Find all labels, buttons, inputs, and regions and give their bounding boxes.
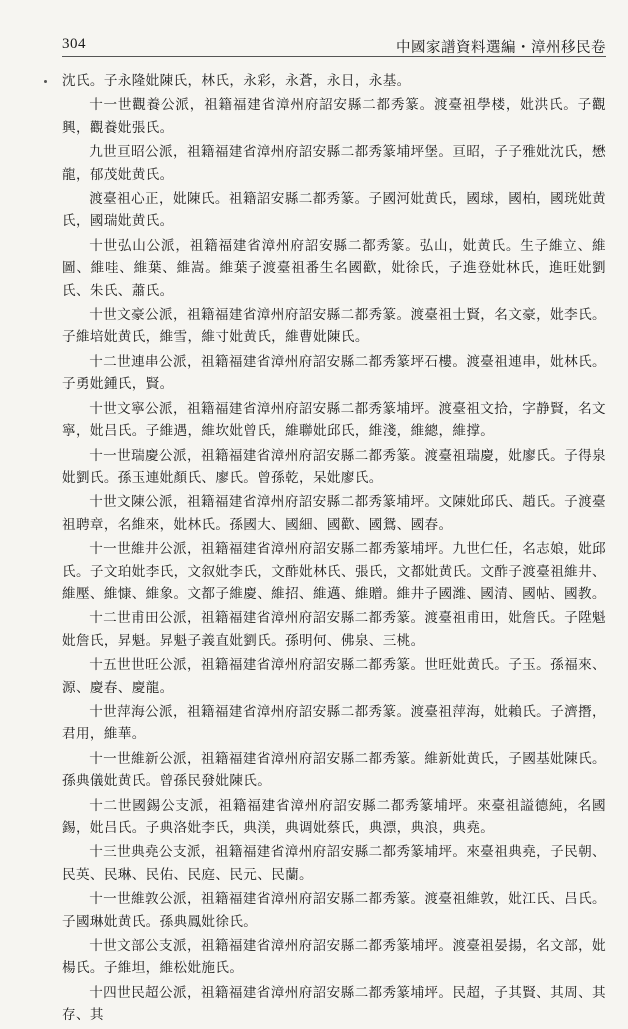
paragraph: 十世文寧公派，祖籍福建省漳州府詔安縣二都秀篆埔坪。渡臺祖文拾，字静賢，名文寧，妣吕氏。子維遇，維坎妣曾氏，維聯妣邱氏，維淺，維總，維撑。 [62, 400, 606, 440]
paragraph: 沈氏。子永隆妣陳氏，林氏，永彩，永蒼，永日，永基。 [62, 73, 411, 89]
paragraph: 十世文豪公派，祖籍福建省漳州府詔安縣二都秀篆。渡臺祖士賢，名文豪，妣李氏。子維培妣黄氏，維雪，維寸妣黄氏，維曹妣陳氏。 [62, 307, 606, 346]
paragraph: 十一世維敦公派，祖籍福建省漳州府詔安縣二都秀篆。渡臺祖維敦，妣江氏、吕氏。子國琳妣黄氏。孫典鳳妣徐氏。 [62, 891, 606, 930]
page-header [62, 34, 606, 57]
paragraph: 渡臺祖心正，妣陳氏。祖籍詔安縣二都秀篆。子國河妣黄氏，國球，國柏，國珖妣黄氏，國瑞妣黄氏。 [62, 191, 606, 230]
paragraph: 十一世瑞慶公派，祖籍福建省漳州府詔安縣二都秀篆。渡臺祖瑞慶，妣廖氏。子得泉妣劉氏。孫玉連妣顏氏、廖氏。曾孫乾，呆妣廖氏。 [62, 447, 606, 486]
paragraph: 十三世典堯公支派，祖籍福建省漳州府詔安縣二都秀篆埔坪。來臺祖典堯，子民朝、民英、民琳、民佑、民庭、民元、民蘭。 [62, 844, 606, 883]
body-text [62, 70, 606, 1029]
paragraph: 十世弘山公派，祖籍福建省漳州府詔安縣二都秀篆。弘山，妣黄氏。生子維立、維圖、維哇、維葉、維嵩。維葉子渡臺祖番生名國歡，妣徐氏，子進登妣林氏，進旺妣劉氏、朱氏、蕭氏。 [62, 237, 606, 299]
paragraph: 十世萍海公派，祖籍福建省漳州府詔安縣二都秀篆。渡臺祖萍海，妣賴氏。子濟撍，君用，維華。 [62, 703, 606, 743]
paragraph: 十五世世旺公派，祖籍福建省漳州府詔安縣二都秀篆。世旺妣黄氏。子玉。孫福來、源、慶春、慶龍。 [62, 657, 606, 696]
paragraph: 十世文部公支派，祖籍福建省漳州府詔安縣二都秀篆埔坪。渡臺祖晏揚，名文部，妣楊氏。子維坦，維松妣施氏。 [62, 938, 606, 977]
paragraph: 十二世甫田公派，祖籍福建省漳州府詔安縣二都秀篆。渡臺祖甫田，妣詹氏。子陞魁妣詹氏，昇魁。昇魁子義直妣劉氏。孫明何、佛泉、三桃。 [62, 610, 606, 649]
paragraph: 十四世民超公派，祖籍福建省漳州府詔安縣二都秀篆埔坪。民超，子其賢、其周、其存、其 [62, 984, 606, 1024]
paragraph: 十一世維新公派，祖籍福建省漳州府詔安縣二都秀篆。維新妣黄氏，子國基妣陳氏。孫典儀妣黄氏。曾孫民發妣陳氏。 [62, 750, 606, 790]
running-title: 中國家譜資料選編・漳州移民卷 [396, 40, 606, 56]
paragraph: 十一世觀養公派，祖籍福建省漳州府詔安縣二都秀篆。渡臺祖學楼，妣洪氏。子觀興，觀養妣張氏。 [62, 97, 606, 136]
paragraph: 十二世國錫公支派，祖籍福建省漳州府詔安縣二都秀篆埔坪。來臺祖謚德純，名國錫，妣吕氏。子典洛妣李氏，典渼，典调妣蔡氏，典漂，典浪，典堯。 [62, 797, 606, 836]
page-number: 304 [62, 36, 86, 52]
paragraph: 九世亘昭公派，祖籍福建省漳州府詔安縣二都秀篆埔坪堡。亘昭，子子雅妣沈氏，懋龍，郁茂妣黄氏。 [62, 144, 606, 183]
paragraph: 十二世連串公派，祖籍福建省漳州府詔安縣二都秀篆坪石樓。渡臺祖連串，妣林氏。子勇妣鍾氏，賢。 [62, 353, 606, 393]
paragraph: 十世文陳公派，祖籍福建省漳州府詔安縣二都秀篆埔坪。文陳妣邱氏、趙氏。子渡臺祖聘章，名維來，妣林氏。孫國大、國細、國歡、國鴛、國春。 [62, 494, 606, 533]
paragraph: 十一世維井公派，祖籍福建省漳州府詔安縣二都秀篆埔坪。九世仁任，名志娘，妣邱氏。子文珀妣李氏，文叙妣李氏，文酢妣林氏、張氏，文都妣黄氏。文酢子渡臺祖維井、維壓、維慷、維象。文都子維慶、維招、維邁、維贈。維井子國潍、國清、國帖、國教。 [62, 541, 606, 602]
margin-mark [44, 80, 47, 83]
